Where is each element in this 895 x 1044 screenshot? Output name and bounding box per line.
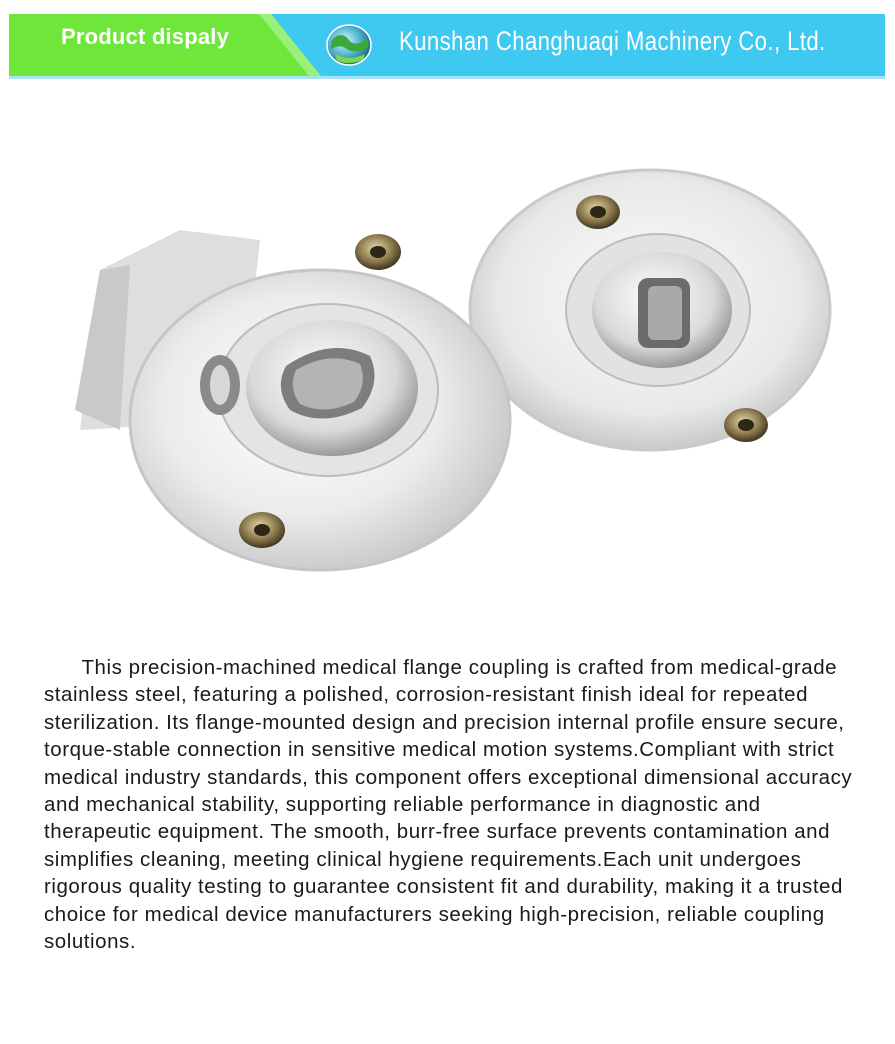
company-name: Kunshan Changhuaqi Machinery Co., Ltd. — [399, 26, 826, 56]
product-description-text: This precision-machined medical flange coupling is crafted from medical-grade stainless steel, featuring a polished, corrosion-resistant finish ideal for repeated sterilization. Its flange-mounted design and precision internal profile ensure secure, torque-stable connection in sensitive medical motion systems.Compliant with strict medical industry standards, this component offers exceptional dimensional accuracy and mechanical stability, supporting reliable performance in diagnostic and therapeutic equipment. The smooth, burr-free surface prevents contamination and simplifies cleaning, meeting clinical hygiene requirements.Each unit undergoes rigorous quality testing to guarantee consistent fit and durability, making it a trusted choice for medical device manufacturers seeking high-precision, reliable coupling solutions. — [44, 656, 853, 954]
flange-coupling-product-photo — [60, 160, 850, 600]
company-logo-globe-icon — [323, 22, 375, 68]
product-display-tab: Product dispaly — [61, 24, 230, 49]
product-description — [44, 654, 864, 955]
header-banner — [9, 14, 885, 79]
